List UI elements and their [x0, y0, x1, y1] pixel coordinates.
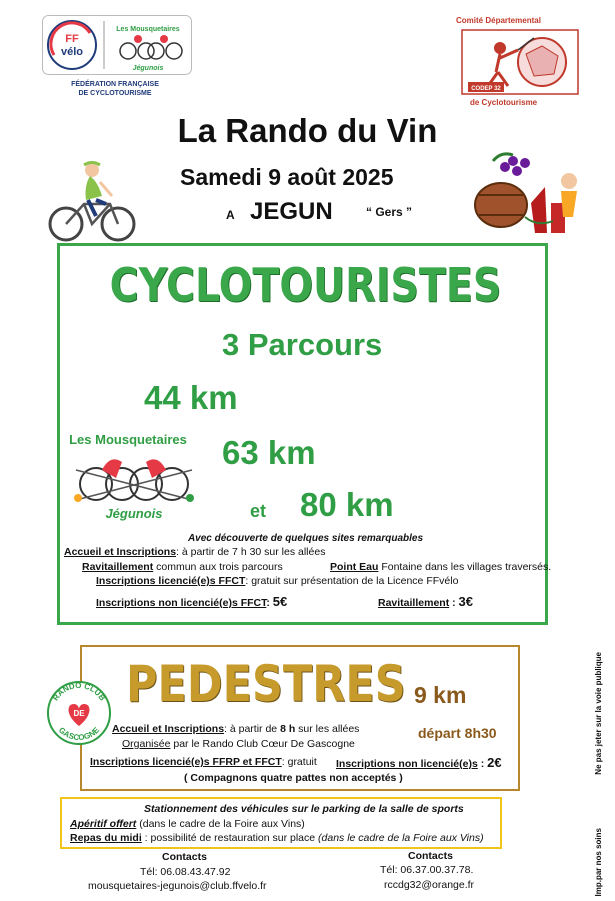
ped-organisee	[122, 738, 355, 751]
mousquetaires-logo	[66, 428, 202, 524]
ped-licencies	[90, 756, 317, 769]
rando-logo-mid: DE	[73, 709, 85, 718]
cyclo-ravit2-label: Ravitaillement	[378, 597, 450, 609]
cyclo-lic-label: Inscriptions licencié(e)s FFCT	[96, 575, 246, 587]
repas-text-b: (dans le cadre de la Foire aux Vins)	[318, 832, 484, 844]
ped-nonlic-label: Inscriptions non licencié(e)s	[336, 758, 478, 770]
ffvelo-logo-ff: FF	[65, 33, 79, 45]
ffvelo-club-logo	[42, 15, 192, 75]
mousquetaires-logo-bottom: Jégunois	[105, 506, 163, 521]
codep-logo-label: CODEP 32	[471, 86, 501, 92]
comite-subtitle: de Cyclotourisme	[470, 98, 538, 107]
svg-text:Les Mousquetaires: Les Mousquetaires	[116, 26, 180, 33]
side-note-imp: Imp.par nos soins	[594, 828, 603, 897]
ped-org-label: Organisée	[122, 738, 171, 750]
cyclo-ravit-price-line	[378, 595, 473, 610]
event-title: La Rando du Vin	[177, 112, 438, 149]
ffvelo-caption-line2: DE CYCLOTOURISME	[78, 90, 152, 97]
pedestres-distance: 9 km	[414, 682, 467, 708]
event-date: Samedi 9 août 2025	[180, 164, 394, 190]
wine-barrel-illustration	[465, 147, 583, 239]
rando-club-logo	[46, 680, 112, 746]
cyclo-accueil	[64, 546, 325, 559]
ped-accueil-text-b: 8 h	[280, 723, 296, 735]
cyclo-ravit2-price: 3€	[458, 594, 474, 609]
repas-text-a: : possibilité de restauration sur place	[141, 832, 319, 844]
side-note-voie-publique: Ne pas jeter sur la voie publique	[594, 652, 603, 775]
repas-label: Repas du midi	[70, 832, 142, 844]
parcours-count: 3 Parcours	[222, 327, 383, 362]
cyclo-eau-label: Point Eau	[330, 561, 379, 573]
cyclo-ravitaillement	[82, 561, 283, 574]
cyclo-accueil-text: : à partir de 7 h 30 sur les allées	[176, 546, 326, 558]
ffvelo-logo-velo: vélo	[60, 46, 84, 58]
cyclo-nonlic-price: 5€	[272, 594, 288, 609]
rando-logo-top: RANDO CLUB	[50, 680, 108, 703]
ped-lic-label: Inscriptions licencié(e)s FFRP et FFCT	[90, 756, 282, 768]
ped-nonlic-colon: :	[477, 758, 485, 770]
ped-accueil-text-c: sur les allées	[295, 723, 360, 735]
codep-logo	[460, 28, 580, 96]
cyclo-accueil-label: Accueil et Inscriptions	[64, 546, 177, 558]
cyclo-heading: CYCLOTOURISTES	[109, 258, 502, 312]
route-44km: 44 km	[144, 379, 238, 416]
aperitif-label: Apéritif offert	[70, 818, 137, 830]
ped-compagnons: ( Compagnons quatre pattes non acceptés )	[184, 772, 403, 784]
location-town: JEGUN	[250, 198, 333, 225]
route-et: et	[250, 501, 267, 521]
cyclist-illustration	[46, 160, 138, 244]
route-63km: 63 km	[222, 434, 316, 471]
contacts-left-title: Contacts	[162, 851, 207, 863]
ped-accueil	[112, 723, 359, 736]
mousquetaires-logo-top: Les Mousquetaires	[69, 432, 187, 447]
aperitif	[70, 818, 305, 831]
ffvelo-caption-line1: FÉDÉRATION FRANÇAISE	[71, 81, 159, 88]
cyclo-lic-text: : gratuit sur présentation de la Licence FFvélo	[245, 575, 459, 587]
contacts-right-email[interactable]: rccdg32@orange.fr	[384, 879, 475, 891]
rando-logo-bottom: GASCOGNE	[56, 725, 102, 743]
contacts-right-title: Contacts	[408, 850, 453, 862]
cyclo-ravit2-colon: :	[452, 597, 456, 609]
cyclo-licencies	[96, 575, 458, 588]
cyclo-nonlic-label: Inscriptions non licencié(e)s FFCT	[96, 597, 267, 609]
ped-accueil-label: Accueil et Inscriptions	[112, 723, 225, 735]
svg-text:Jégunois: Jégunois	[132, 65, 164, 72]
cyclo-ravit-label: Ravitaillement	[82, 561, 154, 573]
pedestres-heading: PEDESTRES	[126, 655, 406, 713]
ped-lic-text: : gratuit	[281, 756, 317, 768]
cyclo-point-eau	[330, 561, 551, 574]
cyclo-non-licencies	[96, 595, 287, 610]
ped-non-licencies	[336, 756, 502, 771]
location-prefix: A	[226, 208, 235, 222]
contacts-left-tel: Tél: 06.08.43.47.92	[140, 866, 231, 878]
cyclo-eau-text: Fontaine dans les villages traversés.	[378, 561, 552, 573]
ped-accueil-text-a: : à partir de	[224, 723, 281, 735]
sites-remarquables: Avec découverte de quelques sites remarquables	[187, 533, 424, 544]
ped-org-text: par le Rando Club Cœur De Gascogne	[170, 738, 355, 750]
location-region: “ Gers ”	[366, 205, 413, 219]
ped-nonlic-price: 2€	[487, 755, 502, 770]
route-80km: 80 km	[300, 486, 394, 523]
contacts-left-email[interactable]: mousquetaires-jegunois@club.ffvelo.fr	[88, 880, 267, 892]
comite-title: Comité Départemental	[456, 16, 541, 25]
cyclo-nonlic-colon: :	[266, 597, 270, 609]
aperitif-text: (dans le cadre de la Foire aux Vins)	[136, 818, 305, 830]
contacts-right-tel: Tél: 06.37.00.37.78.	[380, 864, 474, 876]
repas	[70, 832, 484, 845]
pedestres-depart: départ 8h30	[418, 725, 497, 741]
cyclo-ravit-text: commun aux trois parcours	[153, 561, 283, 573]
stationnement: Stationnement des véhicules sur le parking de la salle de sports	[144, 803, 464, 815]
ffvelo-caption	[40, 80, 190, 98]
